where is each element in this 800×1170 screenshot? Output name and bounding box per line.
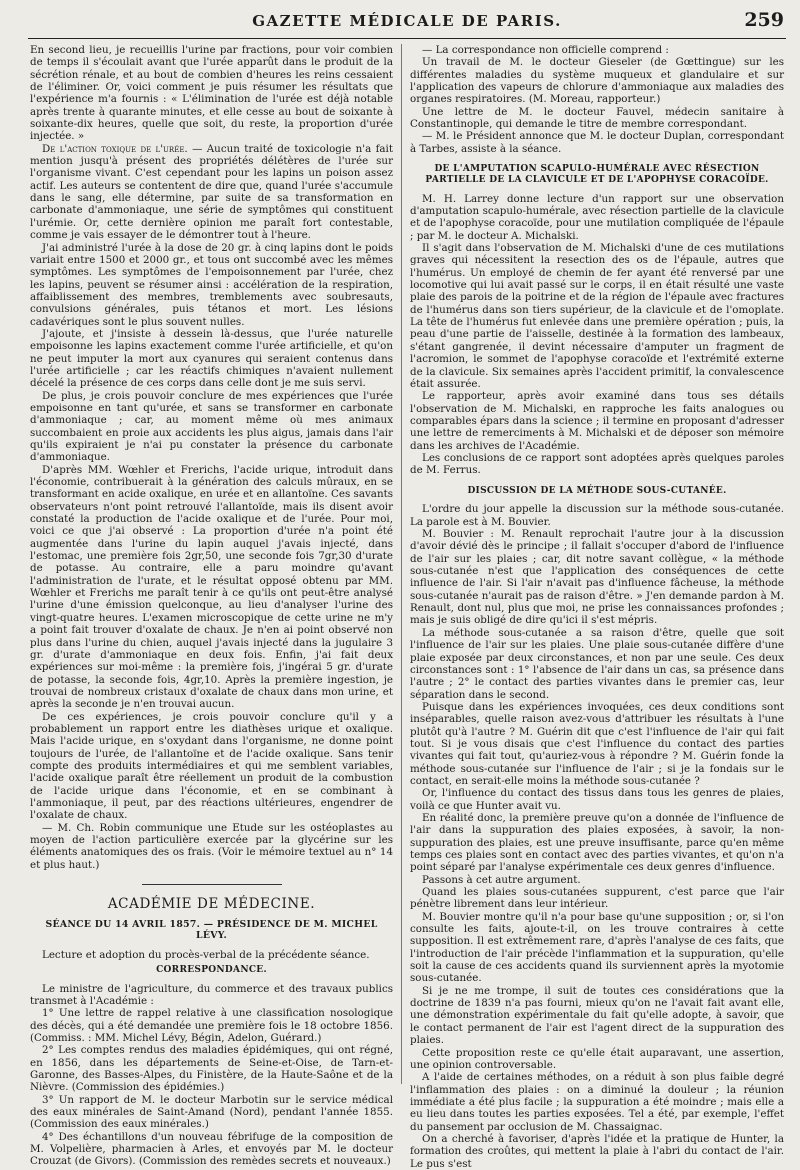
paragraph: M. H. Larrey donne lecture d'un rapport sur une observation d'amputation scapulo-humérale, avec résection partielle de la clavicule et de l'apophyse coracoïde, pour une mutilation compliquée de l'épaule ; par M. le docteur A. Michalski.: [410, 192, 784, 242]
paragraph: Puisque dans les expériences invoquées, ces deux conditions sont inséparables, quelle raison avez-vous d'attribuer les résultats à l'une plutôt qu'à l'autre ? M. Guérin dit que c'est l'influence de l'air qui fait tout. Si je vous disais que c'est l'influence du contact des parties vivantes qui fait tout, qu'auriez-vous à répondre ? M. Guérin fonde la méthode sous-cutanée sur l'influence de l'air ; si je la fondais sur le contact, en serait-elle moins la méthode sous-cutanée ?: [410, 700, 784, 787]
paragraph: En second lieu, je recueillis l'urine par fractions, pour voir combien de temps il s'écoulait avant que l'urée apparût dans le produit de la sécrétion rénale, et au bout de combien d'heures les reins cessaient de l'éliminer. Or, voici comment je puis résumer les résultats que l'expérience m'a fournis : « L'élimination de l'urée est déjà notable après trente à quarante minutes, et elle cesse au bout de soixante à soixante-dix heures, quelle que soit, du reste, la proportion d'urée injectée. »: [30, 44, 393, 143]
paragraph: Il s'agit dans l'observation de M. Michalski d'une de ces mutilations graves qui nécessitent la resection des os de l'épaule, autres que l'humérus. Un employé de chemin de fer ayant été renversé par une locomotive qui lui avait passé sur le corps, il en était résulté une vaste plaie des parois de la poitrine et de la région de l'épaule avec fractures de l'humérus dans son tiers supérieur, de la clavicule et de l'omoplate. La tête de l'humérus fut enlevée dans une première opération ; puis, la peau d'une partie de l'aisselle, destinée à la formation des lambeaux, s'étant gangrenée, il devint nécessaire d'amputer un fragment de l'acromion, le sommet de l'apophyse coracoïde et l'extrémité externe de la clavicule. Six semaines après l'accident primitif, la convalescence était assurée.: [410, 242, 784, 390]
left-column: [30, 44, 393, 1168]
paragraph: 4° Des échantillons d'un nouveau fébrifuge de la composition de M. Volpelière, pharmacien à Arles, et envoyés par M. le docteur Crouzat (de Givors). (Commission des remèdes secrets et nouveaux.): [30, 1130, 393, 1168]
subsection-heading: DE L'AMPUTATION SCAPULO-HUMÉRALE AVEC RÉSECTION PARTIELLE DE LA CLAVICULE ET DE L'APOPHYSE CORACOÏDE.: [425, 164, 769, 185]
journal-title: GAZETTE MÉDICALE DE PARIS.: [252, 12, 562, 30]
spacer: [410, 155, 784, 160]
paragraph-body: — Aucun traité de toxicologie n'a fait mention jusqu'à présent des propriétés délétères de l'urée sur l'organisme vivant. C'est cependant pour les lapins un poison assez actif. Les auteurs se contentent de dire que, quand l'urée s'accumule dans le sang, elle détermine, par suite de sa transformation en carbonate d'ammoniaque, une série de symptômes qui constituent l'urémie. Or, cette dernière opinion me paraît fort contestable, comme je vais essayer de le démontrer tout à l'heure.: [30, 142, 393, 242]
paragraph: Si je ne me trompe, il suit de toutes ces considérations que la doctrine de 1839 n'a pas fourni, mieux qu'on ne l'avait fait avant elle, une démonstration expérimentale du fait qu'elle adopte, à savoir, que le contact permanent de l'air est l'agent direct de la suppuration des plaies.: [410, 984, 784, 1047]
paragraph: M. Bouvier : M. Renault reprochait l'autre jour à la discussion d'avoir dévié dès le principe ; il fallait s'occuper d'abord de l'influence de l'air sur les plaies ; car, dit notre savant collègue, « la méthode sous-cutanée n'est que l'application des conséquences de cette influence de l'air. Si l'air n'avait pas d'influence fâcheuse, la méthode sous-cutanée n'aurait pas de raison d'être. » J'en demande pardon à M. Renault, dont nul, plus que moi, ne prise les connaissances profondes ; mais je suis obligé de dire qu'ici il s'est mépris.: [410, 528, 784, 627]
paragraph-toxic: [30, 143, 393, 242]
paragraph: M. Bouvier montre qu'il n'a pour base qu'une supposition ; or, si l'on consulte les faits, ajoute-t-il, on les trouve contraires à cette supposition. Il est extrêmement rare, d'après l'analyse de ces faits, que l'introduction de l'air précède l'inflammation et la suppuration, qu'elle soit la cause de ces accidents quand ils surviennent après la myotomie sous-cutanée.: [410, 910, 784, 985]
spacer: [410, 477, 784, 482]
paragraph: Une lettre de M. le docteur Fauvel, médecin sanitaire à Constantinople, qui demande le titre de membre correspondant.: [410, 105, 784, 131]
paragraph: D'après MM. Wœhler et Frerichs, l'acide urique, introduit dans l'économie, contribuerait à la génération des calculs mûraux, en se transformant en acide oxalique, en urée et en allantoïne. Ces savants observateurs n'ont point retrouvé l'allantoïde, mais ils disent avoir constaté la production de l'acide oxalique et de l'urée. Pour moi, voici ce que j'ai observé : La proportion d'urée n'a point été augmentée dans l'urine du lapin auquel j'avais injecté, dans l'estomac, une première fois 2gr,50, une seconde fois 7gr,30 d'urate de potasse. Au contraire, elle a paru moindre qu'avant l'administration de l'urate, et le résultat opposé obtenu par MM. Wœhler et Frerichs me paraît tenir à ce qu'ils ont peut-être analysé l'urine d'une émission quelconque, au lieu d'analyser l'urine des vingt-quatre heures. L'examen microscopique de cette urine ne m'y a point fait trouver d'oxalate de chaux. Je n'en ai point observé non plus dans l'urine du chien, auquel j'avais injecté dans la jugulaire 3 gr. d'urate d'ammoniaque en deux fois. Enfin, j'ai fait deux expériences sur moi-même : la première fois, j'ingérai 5 gr. d'urate de potasse, la seconde fois, 4gr,10. Après la première ingestion, je trouvai de nombreux cristaux d'oxalate de chaux dans mon urine, et après la seconde je n'en trouvai aucun.: [30, 463, 393, 711]
paragraph: A l'aide de certaines méthodes, on a réduit à son plus faible degré l'inflammation des plaies : on a diminué la douleur ; la réunion immédiate a été plus facile ; la suppuration a été moindre ; mais elle a eu lieu dans toutes les parties exposées. Tel a été, par exemple, l'effet du pansement par occlusion de M. Chassaignac.: [410, 1071, 784, 1133]
section-title: ACADÉMIE DE MÉDECINE.: [107, 896, 316, 913]
session-line: SÉANCE DU 14 AVRIL 1857. — PRÉSIDENCE DE M. MICHEL LÉVY.: [45, 919, 378, 942]
paragraph: 1° Une lettre de rappel relative à une classification nosologique des décès, qui a été demandée une première fois le 18 octobre 1856. (Commiss. : MM. Michel Lévy, Bégin, Adelon, Guérard.): [30, 1007, 393, 1045]
column-divider: [401, 44, 402, 1084]
paragraph: Passons à cet autre argument.: [422, 873, 581, 886]
subsection-heading: CORRESPONDANCE.: [156, 964, 267, 975]
paragraph: L'ordre du jour appelle la discussion sur la méthode sous-cutanée. La parole est à M. Bouvier.: [410, 503, 784, 528]
paragraph: Lecture et adoption du procès-verbal de la précédente séance.: [42, 948, 370, 961]
paragraph: — M. le Président annonce que M. le docteur Duplan, correspondant à Tarbes, assiste à la séance.: [410, 130, 784, 155]
paragraph: De plus, je crois pouvoir conclure de mes expériences que l'urée empoisonne en tant qu'urée, et sans se transformer en carbonate d'ammoniaque ; car, au moment même où mes animaux succombaient en proie aux accidents les plus aigus, jamais dans l'air qu'ils expiraient je n'ai pu constater la présence du carbonate d'ammoniaque.: [30, 389, 393, 464]
section-divider: [142, 884, 282, 885]
paragraph: — M. Ch. Robin communique une Etude sur les ostéoplastes au moyen de l'action particulière exercée par la glycérine sur les éléments anatomiques des os frais. (Voir le mémoire textuel au n° 14 et plus haut.): [30, 821, 393, 871]
subsection-heading: DISCUSSION DE LA MÉTHODE SOUS-CUTANÉE.: [467, 485, 727, 496]
page-number: 259: [744, 9, 784, 31]
paragraph: J'ai administré l'urée à la dose de 20 gr. à cinq lapins dont le poids variait entre 1500 et 2000 gr., et tous ont succombé avec les mêmes symptômes. Les symptômes de l'empoisonnement par l'urée, chez les lapins, peuvent se résumer ainsi : accélération de la respiration, affaiblissement des membres, tremblements avec soubresauts, convulsions générales, puis tétanos et mort. Les lésions cadavériques sont le plus souvent nulles.: [30, 241, 393, 328]
paragraph-lead: De l'action toxique de l'urée.: [42, 142, 188, 155]
paragraph: On a cherché à favoriser, d'après l'idée et la pratique de Hunter, la formation des croûtes, qui mettent la plaie à l'abri du contact de l'air. Le pus s'est: [410, 1132, 784, 1170]
paragraph: 2° Les comptes rendus des maladies épidémiques, qui ont régné, en 1856, dans les départements de Seine-et-Oise, de Tarn-et-Garonne, des Basses-Alpes, du Finistère, de la Haute-Saône et de la Nièvre. (Commission des épidémies.): [30, 1044, 393, 1094]
paragraph: Le ministre de l'agriculture, du commerce et des travaux publics transmet à l'Académie :: [30, 982, 393, 1008]
paragraph: La méthode sous-cutanée a sa raison d'être, quelle que soit l'influence de l'air sur les plaies. Une plaie sous-cutanée diffère d'une plaie exposée par deux circonstances, et non par une seule. Ces deux circonstances sont : 1° l'absence de l'air dans un cas, sa présence dans l'autre ; 2° le contact des parties vivantes dans le premier cas, leur séparation dans le second.: [410, 626, 784, 701]
paragraph: — La correspondance non officielle comprend :: [422, 44, 669, 56]
paragraph: Quand les plaies sous-cutanées suppurent, c'est parce que l'air pénètre librement dans leur intérieur.: [410, 886, 784, 911]
paragraph: J'ajoute, et j'insiste à dessein là-dessus, que l'urée naturelle empoisonne les lapins exactement comme l'urée artificielle, et qu'on ne peut imputer la mort aux cyanures qui seraient contenus dans l'urée artificielle ; car les réactifs chimiques n'avaient nullement décelé la présence de ces corps dans celle dont je me suis servi.: [30, 327, 393, 390]
paragraph: Un travail de M. le docteur Gieseler (de Gœttingue) sur les différentes maladies du système muqueux et glandulaire et sur l'application des vapeurs de chlorure d'ammoniaque aux maladies des organes respiratoires. (M. Moreau, rapporteur.): [410, 56, 784, 106]
page-header: [28, 8, 786, 39]
paragraph: Cette proposition reste ce qu'elle était auparavant, une assertion, une opinion controversable.: [410, 1046, 784, 1071]
right-column: [410, 44, 784, 1170]
paragraph: En réalité donc, la première preuve qu'on a donnée de l'influence de l'air dans la suppuration des plaies exposées, à savoir, la non-suppuration des plaies, est une preuve insuffisante, parce qu'en même temps ces plaies sont en contact avec des parties vivantes, et qu'on n'a point séparé par l'analyse expérimentale ces deux genres d'influence.: [410, 811, 784, 874]
paragraph: Le rapporteur, après avoir examiné dans tous ses détails l'observation de M. Michalski, en rapproche les faits analogues ou comparables épars dans la science ; il termine en proposant d'adresser une lettre de remerciments à M. Michalski et de déposer son mémoire dans les archives de l'Académie.: [410, 390, 784, 452]
paragraph: 3° Un rapport de M. le docteur Marbotin sur le service médical des eaux minérales de Saint-Amand (Nord), pendant l'année 1855. (Commission des eaux minérales.): [30, 1093, 393, 1131]
paragraph: Or, l'influence du contact des tissus dans tous les genres de plaies, voilà ce que Hunter avait vu.: [410, 787, 784, 812]
paragraph: Les conclusions de ce rapport sont adoptées après quelques paroles de M. Ferrus.: [410, 451, 784, 477]
paragraph: De ces expériences, je crois pouvoir conclure qu'il y a probablement un rapport entre les diathèses urique et oxalique. Mais l'acide urique, en s'oxydant dans l'organisme, ne donne point toujours de l'urée, de l'allantoïne et de l'acide oxalique. Sans tenir compte des produits intermédiaires et qui me semblent variables, l'acide oxalique paraît être réellement un produit de la combustion de l'acide urique dans l'économie, et en se combinant à l'ammoniaque, il peut, par des réactions ultérieures, engendrer de l'oxalate de chaux.: [30, 710, 393, 822]
